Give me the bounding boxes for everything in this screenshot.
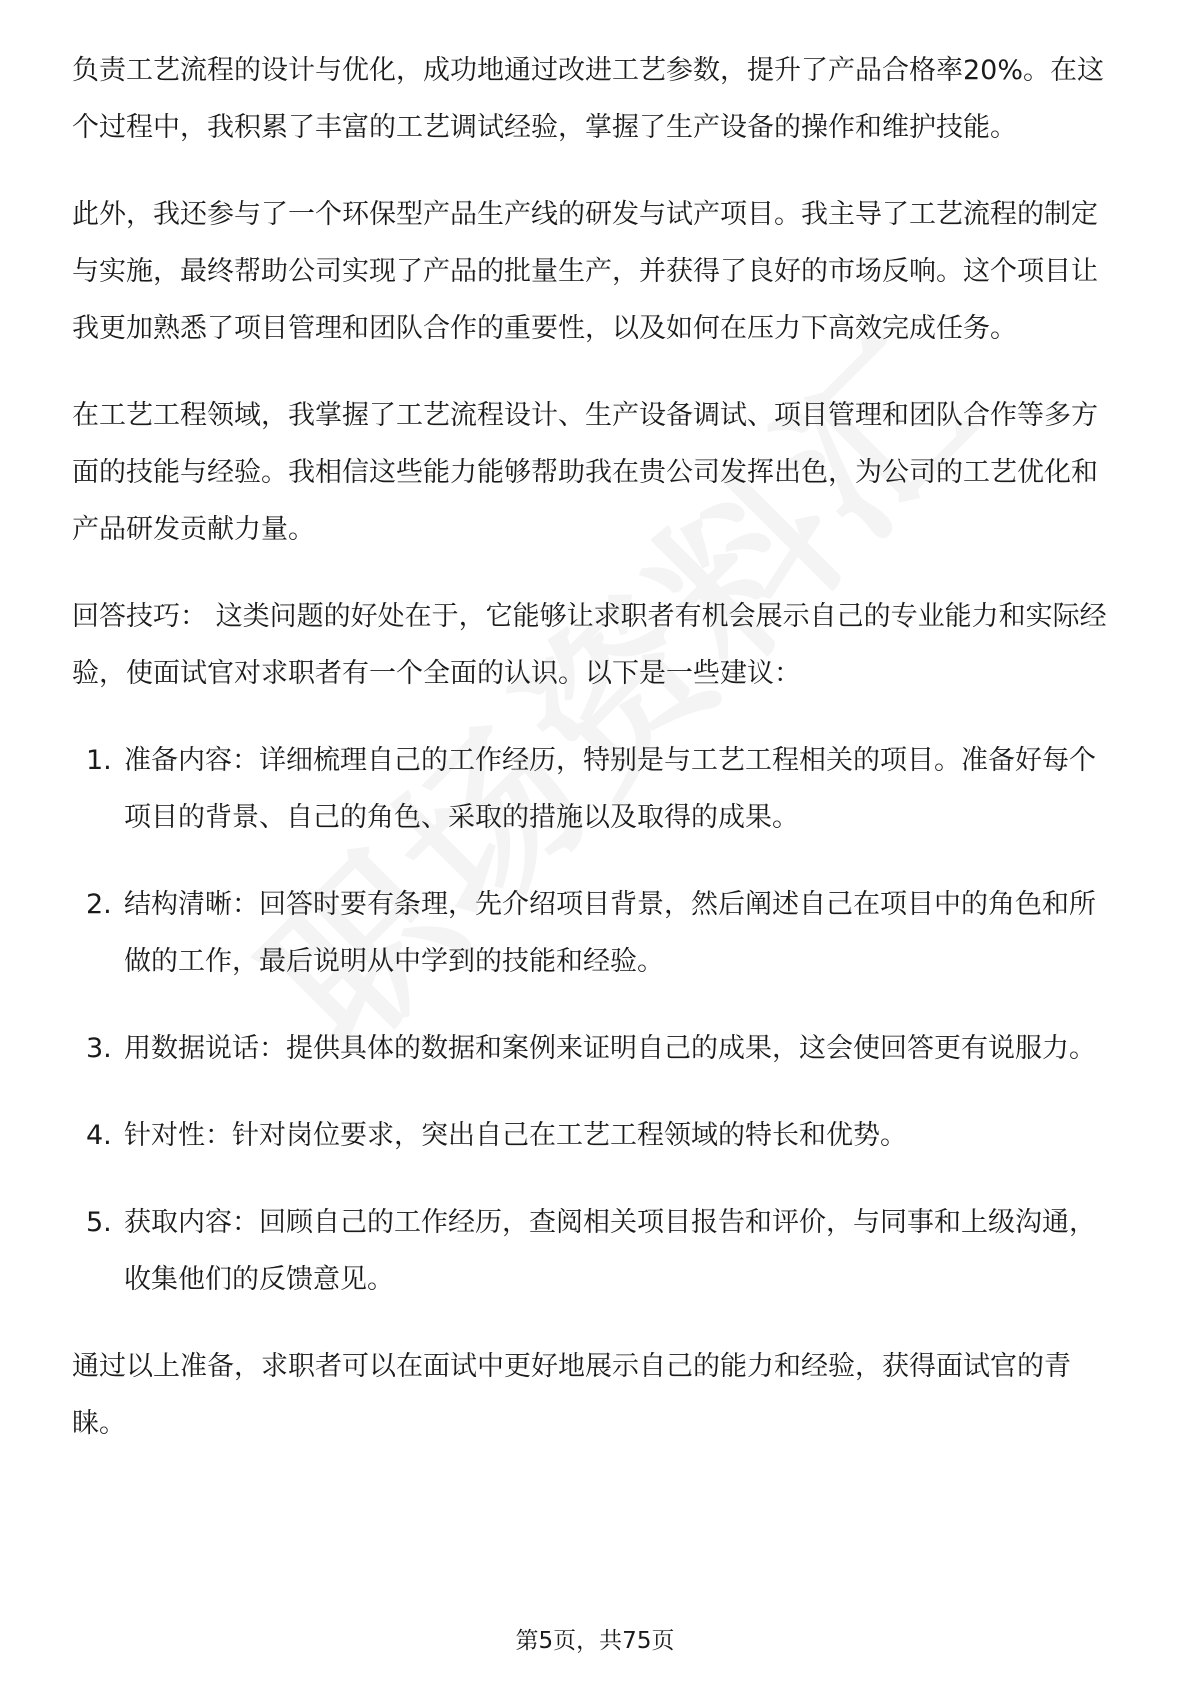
list-item bbox=[72, 1194, 1122, 1308]
list-item-number: 5. bbox=[86, 1207, 112, 1238]
tips-list bbox=[72, 732, 1122, 1308]
page-content bbox=[72, 42, 1122, 1482]
list-item-number: 2. bbox=[86, 889, 112, 920]
list-item-number: 3. bbox=[86, 1033, 112, 1064]
list-item-text: 结构清晰：回答时要有条理，先介绍项目背景，然后阐述自己在项目中的角色和所做的工作，最后说明从中学到的技能和经验。 bbox=[124, 889, 1096, 977]
page-number-footer: 第5页，共75页 bbox=[515, 1628, 675, 1654]
paragraph-closing: 通过以上准备，求职者可以在面试中更好地展示自己的能力和经验，获得面试官的青睐。 bbox=[72, 1351, 1071, 1439]
paragraph-experience: 负责工艺流程的设计与优化，成功地通过改进工艺参数，提升了产品合格率20%。在这个过程中，我积累了丰富的工艺调试经验，掌握了生产设备的操作和维护技能。 bbox=[72, 55, 1105, 143]
paragraph-project: 此外，我还参与了一个环保型产品生产线的研发与试产项目。我主导了工艺流程的制定与实施，最终帮助公司实现了产品的批量生产，并获得了良好的市场反响。这个项目让我更加熟悉了项目管理和团队合作的重要性，以及如何在压力下高效完成任务。 bbox=[72, 199, 1098, 344]
paragraph-tips-intro: 回答技巧： 这类问题的好处在于，它能够让求职者有机会展示自己的专业能力和实际经验，使面试官对求职者有一个全面的认识。以下是一些建议： bbox=[72, 601, 1107, 689]
list-item bbox=[72, 1020, 1122, 1077]
list-item-number: 4. bbox=[86, 1120, 112, 1151]
list-item bbox=[72, 732, 1122, 846]
list-item-text: 用数据说话：提供具体的数据和案例来证明自己的成果，这会使回答更有说服力。 bbox=[124, 1033, 1096, 1064]
list-item-text: 针对性：针对岗位要求，突出自己在工艺工程领域的特长和优势。 bbox=[124, 1120, 907, 1151]
paragraph-skills: 在工艺工程领域，我掌握了工艺流程设计、生产设备调试、项目管理和团队合作等多方面的技能与经验。我相信这些能力能够帮助我在贵公司发挥出色，为公司的工艺优化和产品研发贡献力量。 bbox=[72, 400, 1098, 545]
list-item-text: 准备内容：详细梳理自己的工作经历，特别是与工艺工程相关的项目。准备好每个项目的背景、自己的角色、采取的措施以及取得的成果。 bbox=[124, 745, 1096, 833]
list-item-text: 获取内容：回顾自己的工作经历，查阅相关项目报告和评价，与同事和上级沟通，收集他们的反馈意见。 bbox=[124, 1207, 1096, 1295]
list-item bbox=[72, 876, 1122, 990]
list-item-number: 1. bbox=[86, 745, 112, 776]
list-item bbox=[72, 1107, 1122, 1164]
